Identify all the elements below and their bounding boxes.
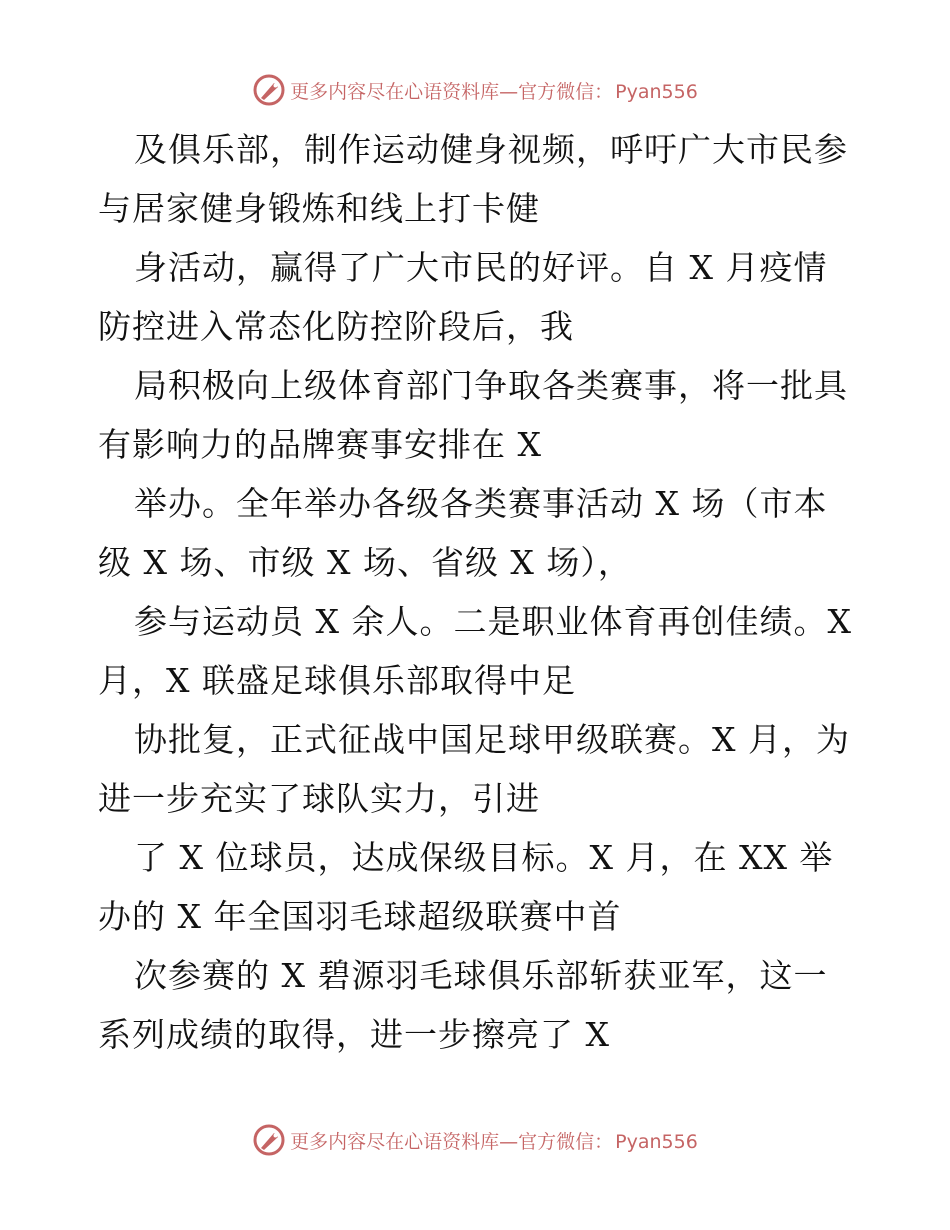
paragraph-line: 级 X 场、市级 X 场、省级 X 场），: [98, 543, 632, 582]
document-body: [98, 120, 858, 1064]
paragraph-line: 身活动，赢得了广大市民的好评。自 X 月疫情: [134, 248, 828, 287]
paragraph-line: 有影响力的品牌赛事安排在 X: [98, 425, 542, 464]
paragraph-line: 月，X 联盛足球俱乐部取得中足: [98, 661, 576, 700]
watermark-footer: [0, 1120, 950, 1160]
paragraph-line: 了 X 位球员，达成保级目标。X 月，在 XX 举: [134, 838, 834, 877]
pen-nib-logo-icon: [252, 1123, 286, 1157]
paragraph-line: 参与运动员 X 余人。二是职业体育再创佳绩。X: [134, 602, 852, 641]
paragraph-line: 进一步充实了球队实力，引进: [98, 779, 540, 818]
watermark-text: [290, 1127, 698, 1154]
watermark-header: [0, 70, 950, 110]
pen-nib-logo-icon: [252, 73, 286, 107]
paragraph-line: 系列成绩的取得，进一步擦亮了 X: [98, 1015, 610, 1054]
paragraph-line: 次参赛的 X 碧源羽毛球俱乐部斩获亚军，这一: [134, 956, 828, 995]
paragraph-line: 办的 X 年全国羽毛球超级联赛中首: [98, 897, 622, 936]
paragraph-line: 及俱乐部，制作运动健身视频，呼吁广大市民参: [134, 130, 848, 169]
paragraph-line: 防控进入常态化防控阶段后，我: [98, 307, 574, 346]
paragraph-line: 协批复，正式征战中国足球甲级联赛。X 月，为: [134, 720, 850, 759]
watermark-handle: Pyan556: [615, 1130, 698, 1153]
paragraph-line: 与居家健身锻炼和线上打卡健: [98, 189, 540, 228]
paragraph-line: 举办。全年举办各级各类赛事活动 X 场（市本: [134, 484, 828, 523]
watermark-label: 更多内容尽在心语资料库—官方微信：: [290, 1130, 614, 1153]
watermark-label: 更多内容尽在心语资料库—官方微信：: [290, 80, 614, 103]
watermark-handle: Pyan556: [615, 80, 698, 103]
paragraph-line: 局积极向上级体育部门争取各类赛事，将一批具: [134, 366, 848, 405]
watermark-text: [290, 77, 698, 104]
